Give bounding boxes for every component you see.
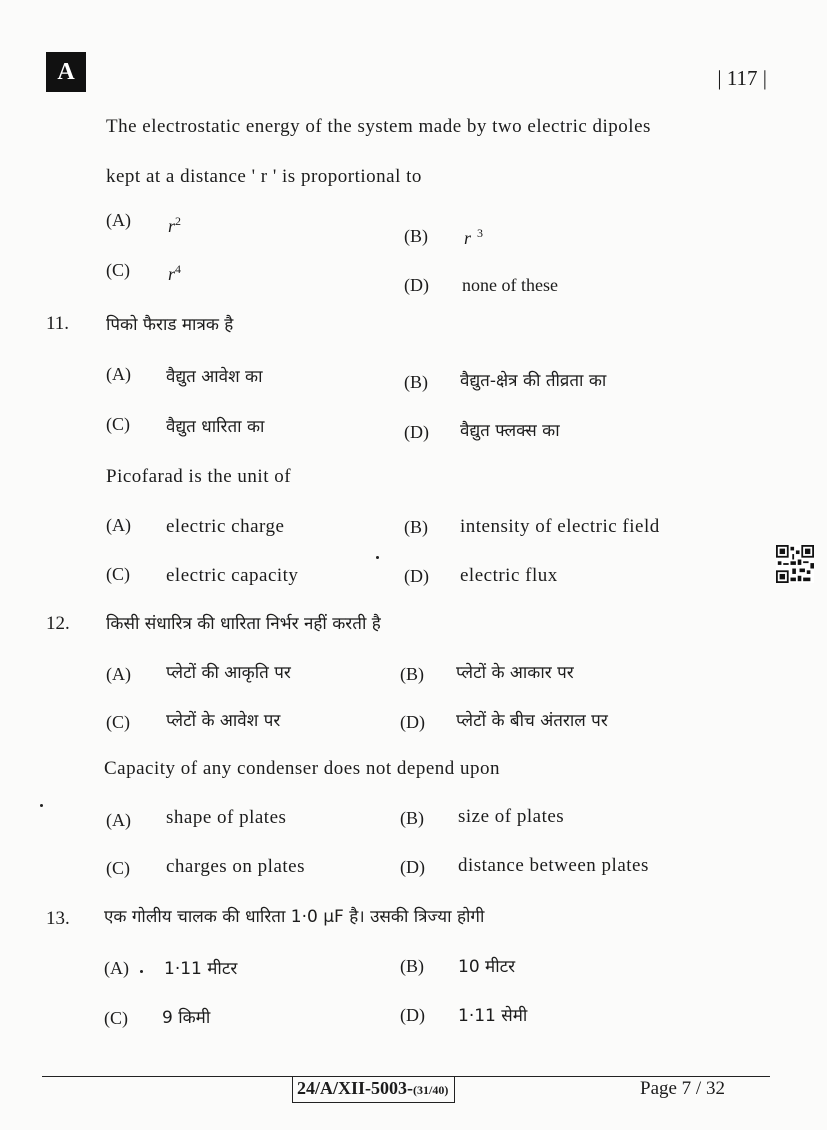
q10-option-d-label: (D) [404,275,429,295]
q10-option-d-text: none of these [462,275,558,295]
series-badge: A [46,52,86,92]
q10-text-line1: The electrostatic energy of the system made by two electric dipoles [106,116,651,137]
q10-text-line2: kept at a distance ' r ' is proportional to [106,166,422,187]
q12-hi-option-b-label: (B) [400,664,424,684]
q12-en-option-a-text: shape of plates [166,807,287,828]
q11-english-question: Picofarad is the unit of [106,466,292,487]
q13-option-b-label: (B) [400,956,424,976]
q11-hi-option-a-label: (A) [106,364,131,384]
q10-option-a-value: $r^2$ [168,214,182,236]
q11-hi-option-d-label: (D) [404,422,429,442]
q11-hi-option-b-text: वैद्युत-क्षेत्र की तीव्रता का [460,371,607,391]
q13-option-c-text: 9 किमी [162,1008,211,1028]
q10-option-b-value: r $^3$ [464,226,484,248]
q12-english-question: Capacity of any condenser does not depend upon [104,758,501,779]
q11-hi-option-a-text: वैद्युत आवेश का [166,367,263,387]
q11-hindi-question: पिको फैराड मात्रक है [106,315,234,335]
q11-en-option-a-label: (A) [106,515,131,535]
q12-hi-option-a-text: प्लेटों की आकृति पर [166,663,291,683]
q11-hi-option-b-label: (B) [404,372,428,392]
printed-page-number: | 117 | [717,66,767,90]
q12-hindi-question: किसी संधारित्र की धारिता निर्भर नहीं करती है [106,614,381,634]
q12-hi-option-d-label: (D) [400,712,425,732]
scan-speck [40,804,43,807]
q12-en-option-d-label: (D) [400,857,425,877]
scan-speck [140,970,143,973]
q10-option-c-value: $r^4$ [168,262,182,284]
q12-hi-option-c-text: प्लेटों के आवेश पर [166,711,281,731]
q11-en-option-c-label: (C) [106,564,130,584]
q11-en-option-b-label: (B) [404,517,428,537]
paper-code: 24/A/XII-5003-(31/40) [292,1076,455,1103]
page-indicator: Page 7 / 32 [640,1078,725,1099]
q13-hindi-question: एक गोलीय चालक की धारिता 1·0 μF है। उसकी त्रिज्या होगी [104,907,485,927]
q13-number: 13. [46,908,70,929]
q12-en-option-d-text: distance between plates [458,855,649,876]
q11-hi-option-c-label: (C) [106,414,130,434]
q11-en-option-b-text: intensity of electric field [460,516,660,537]
q11-hi-option-d-text: वैद्युत फ्लक्स का [460,421,560,441]
q12-hi-option-d-text: प्लेटों के बीच अंतराल पर [456,711,608,731]
qr-code-icon [776,545,814,583]
q11-en-option-a-text: electric charge [166,516,285,537]
q12-en-option-c-label: (C) [106,858,130,878]
q13-option-a-label: (A) [104,958,129,978]
q10-option-b-label: (B) [404,226,428,246]
q12-en-option-c-text: charges on plates [166,856,305,877]
q12-hi-option-c-label: (C) [106,712,130,732]
q11-en-option-c-text: electric capacity [166,565,299,586]
q12-en-option-a-label: (A) [106,810,131,830]
q11-en-option-d-text: electric flux [460,565,558,586]
q13-option-d-text: 1·11 सेमी [458,1006,528,1026]
q12-en-option-b-label: (B) [400,808,424,828]
q12-en-option-b-text: size of plates [458,806,565,827]
scan-speck [376,556,379,559]
q11-hi-option-c-text: वैद्युत धारिता का [166,417,265,437]
q12-hi-option-a-label: (A) [106,664,131,684]
q10-option-c-label: (C) [106,260,130,280]
q13-option-d-label: (D) [400,1005,425,1025]
q12-number: 12. [46,613,70,634]
q13-option-a-text: 1·11 मीटर [164,959,238,979]
q11-number: 11. [46,313,70,334]
q11-en-option-d-label: (D) [404,566,429,586]
q13-option-c-label: (C) [104,1008,128,1028]
q10-option-a-label: (A) [106,210,131,230]
q13-option-b-text: 10 मीटर [458,957,516,977]
q12-hi-option-b-text: प्लेटों के आकार पर [456,663,574,683]
